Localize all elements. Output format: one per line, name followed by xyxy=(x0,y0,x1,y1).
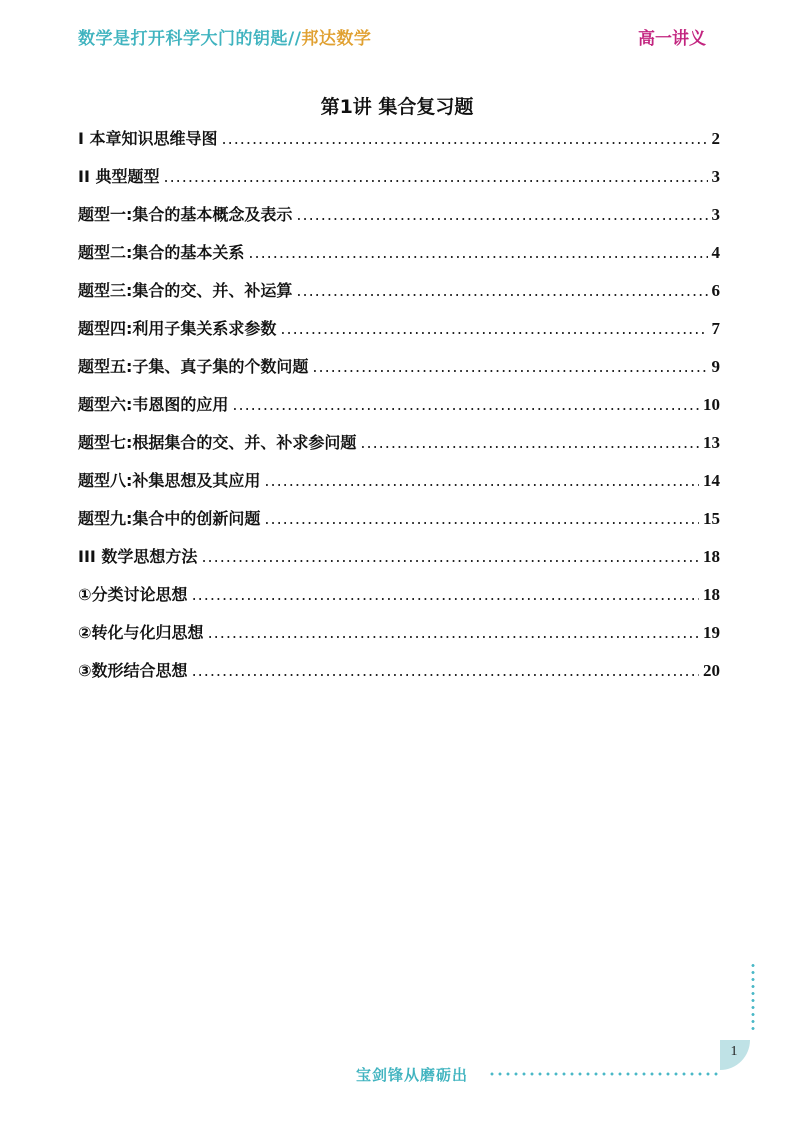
toc-entry-label: 题型九:集合中的创新问题 xyxy=(78,509,261,528)
toc-entry-page: 18 xyxy=(703,585,720,604)
table-of-contents xyxy=(78,126,720,696)
page-header xyxy=(78,24,706,54)
toc-entry[interactable] xyxy=(78,316,720,354)
toc-entry[interactable] xyxy=(78,392,720,430)
toc-leader-dots xyxy=(222,126,708,152)
toc-entry-page: 20 xyxy=(703,661,720,680)
toc-leader-dots xyxy=(192,582,699,608)
header-slogan-text: 数学是打开科学大门的钥匙// xyxy=(78,29,302,49)
toc-entry[interactable] xyxy=(78,430,720,468)
toc-entry-label: II 典型题型 xyxy=(78,167,160,186)
decorative-dotted-line-horizontal xyxy=(488,1071,720,1077)
toc-entry[interactable] xyxy=(78,506,720,544)
toc-entry-page: 3 xyxy=(711,205,720,224)
header-slogan xyxy=(78,24,371,49)
toc-entry[interactable] xyxy=(78,544,720,582)
toc-entry-page: 19 xyxy=(703,623,720,642)
toc-entry-page: 3 xyxy=(711,167,720,186)
toc-entry-page: 13 xyxy=(703,433,720,452)
toc-entry-page: 14 xyxy=(703,471,720,490)
toc-entry-label: 题型四:利用子集关系求参数 xyxy=(78,319,277,338)
toc-entry-page: 7 xyxy=(711,319,720,338)
toc-leader-dots xyxy=(280,316,707,342)
toc-entry-page: 10 xyxy=(703,395,720,414)
page-title: 第1讲 集合复习题 xyxy=(320,96,474,118)
header-brand: 邦达数学 xyxy=(301,29,372,49)
toc-entry-label: ③数形结合思想 xyxy=(78,661,188,680)
toc-entry[interactable] xyxy=(78,202,720,240)
toc-entry-label: 题型一:集合的基本概念及表示 xyxy=(78,205,293,224)
toc-entry-label: I 本章知识思维导图 xyxy=(78,129,218,148)
toc-entry-label: 题型三:集合的交、并、补运算 xyxy=(78,281,293,300)
toc-entry-page: 2 xyxy=(711,129,720,148)
toc-leader-dots xyxy=(360,430,699,456)
toc-entry-label: ②转化与化归思想 xyxy=(78,623,204,642)
toc-leader-dots xyxy=(296,202,707,228)
decorative-dotted-line-vertical xyxy=(750,962,756,1032)
footer-motto: 宝剑锋从磨砺出 xyxy=(356,1066,469,1084)
toc-entry[interactable] xyxy=(78,164,720,202)
toc-leader-dots xyxy=(201,544,699,570)
toc-entry-page: 6 xyxy=(711,281,720,300)
header-course-label: 高一讲义 xyxy=(638,29,706,49)
toc-leader-dots xyxy=(296,278,707,304)
toc-entry-label: 题型六:韦恩图的应用 xyxy=(78,395,229,414)
toc-entry-label: ①分类讨论思想 xyxy=(78,585,188,604)
toc-leader-dots xyxy=(232,392,699,418)
page-number: 1 xyxy=(730,1044,738,1059)
toc-leader-dots xyxy=(264,468,699,494)
toc-entry[interactable] xyxy=(78,658,720,696)
toc-leader-dots xyxy=(192,658,699,684)
toc-entry[interactable] xyxy=(78,468,720,506)
toc-leader-dots xyxy=(163,164,707,190)
toc-entry-page: 18 xyxy=(703,547,720,566)
toc-entry[interactable] xyxy=(78,278,720,316)
toc-entry-label: 题型七:根据集合的交、并、补求参问题 xyxy=(78,433,357,452)
toc-entry-label: III 数学思想方法 xyxy=(78,547,198,566)
toc-entry[interactable] xyxy=(78,240,720,278)
toc-leader-dots xyxy=(312,354,707,380)
toc-entry[interactable] xyxy=(78,354,720,392)
toc-entry-page: 4 xyxy=(711,243,720,262)
toc-entry[interactable] xyxy=(78,126,720,164)
toc-entry-label: 题型二:集合的基本关系 xyxy=(78,243,245,262)
toc-leader-dots xyxy=(208,620,699,646)
toc-leader-dots xyxy=(264,506,699,532)
toc-entry-page: 9 xyxy=(711,357,720,376)
toc-entry[interactable] xyxy=(78,582,720,620)
toc-entry-label: 题型八:补集思想及其应用 xyxy=(78,471,261,490)
toc-entry-label: 题型五:子集、真子集的个数问题 xyxy=(78,357,309,376)
toc-entry-page: 15 xyxy=(703,509,720,528)
toc-entry[interactable] xyxy=(78,620,720,658)
toc-leader-dots xyxy=(248,240,707,266)
